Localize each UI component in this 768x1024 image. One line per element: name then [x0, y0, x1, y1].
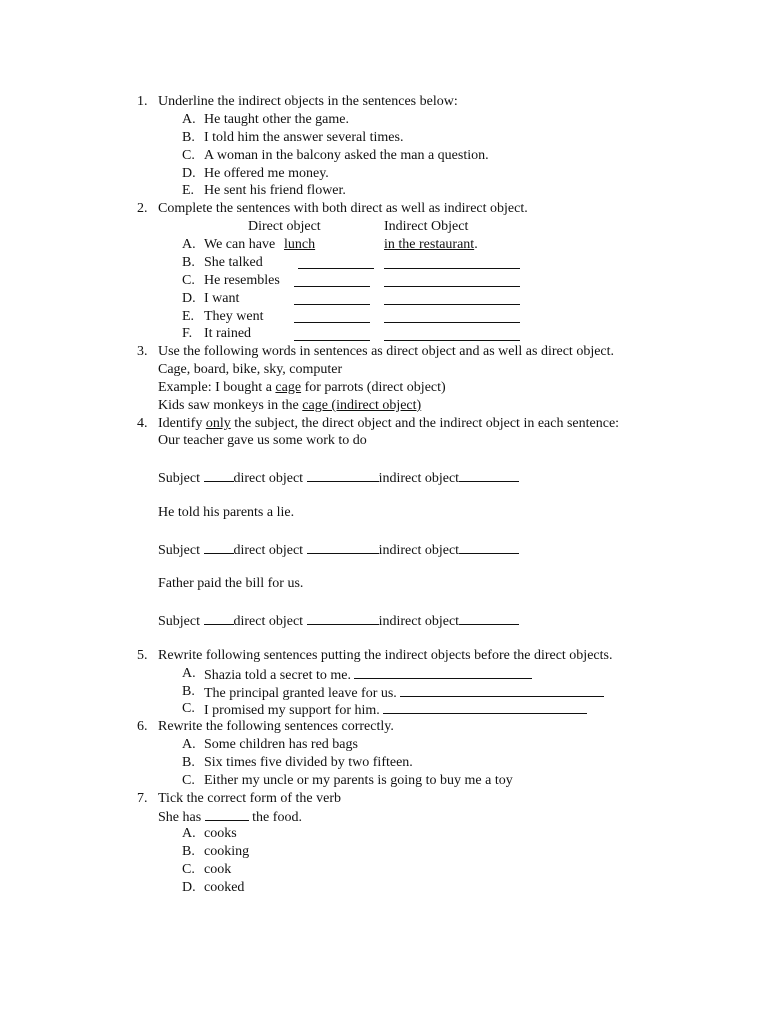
q4-answer-row — [158, 540, 519, 558]
q6-item-text: Six times five divided by two fifteen. — [204, 755, 413, 770]
q5-prompt: Rewrite following sentences putting the indirect objects before the direct objects. — [158, 648, 613, 663]
indirect-object-blank[interactable] — [384, 322, 520, 323]
indirect-object-label: indirect object — [378, 543, 460, 558]
q2-example-period: . — [474, 237, 478, 252]
q1-item-letter: E. — [182, 183, 195, 198]
q3-example-2-pre: Kids saw monkeys in the — [158, 398, 303, 413]
q7-option[interactable]: cooking — [204, 844, 250, 859]
q2-example-indirect-wrap — [384, 236, 478, 254]
verb-blank[interactable] — [205, 807, 249, 821]
q6-item-letter: B. — [182, 755, 195, 770]
q5-item-letter: B. — [182, 684, 195, 699]
q3-example-1 — [158, 379, 446, 397]
direct-object-label: direct object — [233, 543, 307, 558]
q2-col-indirect-header: Indirect Object — [384, 219, 469, 234]
q7-option[interactable]: cook — [204, 862, 232, 877]
q7-stem-post: the food. — [248, 810, 302, 825]
q6-prompt: Rewrite the following sentences correctly. — [158, 719, 394, 734]
q2-item-letter: D. — [182, 291, 196, 306]
direct-object-blank[interactable] — [307, 468, 379, 482]
q5-item-text: Shazia told a secret to me. — [204, 668, 355, 683]
indirect-object-label: indirect object — [378, 471, 460, 486]
direct-object-blank[interactable] — [307, 540, 379, 554]
direct-object-blank[interactable] — [294, 322, 370, 323]
q1-item-text: He offered me money. — [204, 166, 329, 181]
q4-sentence: Our teacher gave us some work to do — [158, 433, 367, 448]
q5-number: 5. — [137, 648, 148, 663]
q2-item-text: They went — [204, 309, 264, 324]
q5-item-letter: A. — [182, 666, 196, 681]
q3-word-list: Cage, board, bike, sky, computer — [158, 362, 343, 377]
q1-item-text: A woman in the balcony asked the man a question. — [204, 148, 489, 163]
q3-example-2 — [158, 397, 421, 415]
q1-item-letter: B. — [182, 130, 195, 145]
direct-object-blank[interactable] — [294, 340, 370, 341]
direct-object-blank[interactable] — [307, 611, 379, 625]
q2-number: 2. — [137, 201, 148, 216]
q2-item-letter: B. — [182, 255, 195, 270]
q7-option-letter: D. — [182, 880, 196, 895]
q4-prompt-post: the subject, the direct object and the indirect object in each sentence: — [230, 416, 620, 431]
subject-label: Subject — [158, 543, 204, 558]
q4-number: 4. — [137, 416, 148, 431]
q2-item-text: It rained — [204, 326, 252, 341]
q7-option-letter: B. — [182, 844, 195, 859]
q7-option[interactable]: cooks — [204, 826, 237, 841]
q4-prompt — [158, 415, 619, 433]
q5-item — [204, 700, 587, 718]
indirect-object-label: indirect object — [378, 614, 460, 629]
q1-item-text: He taught other the game. — [204, 112, 350, 127]
q6-item-text: Either my uncle or my parents is going to buy me a toy — [204, 773, 513, 788]
q5-item — [204, 665, 532, 683]
q3-example-1-underlined: cage — [275, 380, 302, 395]
q2-example-text: We can have — [204, 237, 276, 252]
direct-object-label: direct object — [233, 471, 307, 486]
subject-blank[interactable] — [204, 468, 234, 482]
q1-item-letter: D. — [182, 166, 196, 181]
q7-number: 7. — [137, 791, 148, 806]
rewrite-blank[interactable] — [400, 683, 604, 697]
q6-item-letter: C. — [182, 773, 195, 788]
q2-example-indirect: in the restaurant — [384, 237, 475, 252]
direct-object-label: direct object — [233, 614, 307, 629]
q5-item — [204, 683, 604, 701]
q5-item-text: The principal granted leave for us. — [204, 686, 401, 701]
q2-item-text: She talked — [204, 255, 263, 270]
q5-item-text: I promised my support for him. — [204, 703, 384, 718]
q5-item-letter: C. — [182, 701, 195, 716]
indirect-object-blank[interactable] — [459, 540, 519, 554]
q1-number: 1. — [137, 94, 148, 109]
indirect-object-blank[interactable] — [384, 268, 520, 269]
q4-answer-row — [158, 611, 519, 629]
indirect-object-blank[interactable] — [459, 468, 519, 482]
rewrite-blank[interactable] — [383, 700, 587, 714]
subject-blank[interactable] — [204, 611, 234, 625]
q2-item-letter: A. — [182, 237, 196, 252]
q7-prompt: Tick the correct form of the verb — [158, 791, 341, 806]
q3-example-1-post: for parrots (direct object) — [301, 380, 446, 395]
q2-item-letter: C. — [182, 273, 195, 288]
subject-label: Subject — [158, 471, 204, 486]
q1-item-text: He sent his friend flower. — [204, 183, 346, 198]
q3-number: 3. — [137, 344, 148, 359]
q1-item-letter: A. — [182, 112, 196, 127]
rewrite-blank[interactable] — [354, 665, 532, 679]
q3-prompt: Use the following words in sentences as direct object and as well as direct object. — [158, 344, 615, 359]
q6-item-letter: A. — [182, 737, 196, 752]
q4-prompt-underlined: only — [205, 416, 231, 431]
q1-item-text: I told him the answer several times. — [204, 130, 404, 145]
q2-item-letter: E. — [182, 309, 195, 324]
q4-sentence: He told his parents a lie. — [158, 505, 295, 520]
q1-prompt: Underline the indirect objects in the sentences below: — [158, 94, 458, 109]
q7-stem — [158, 807, 302, 825]
q4-answer-row — [158, 468, 519, 486]
q6-item-text: Some children has red bags — [204, 737, 358, 752]
q7-stem-pre: She has — [158, 810, 205, 825]
indirect-object-blank[interactable] — [459, 611, 519, 625]
q2-item-text: I want — [204, 291, 240, 306]
q3-example-2-underlined: cage (indirect object) — [302, 398, 422, 413]
q4-prompt-pre: Identify — [158, 416, 206, 431]
q6-number: 6. — [137, 719, 148, 734]
q7-option-letter: A. — [182, 826, 196, 841]
indirect-object-blank[interactable] — [384, 304, 520, 305]
q2-example-direct: lunch — [284, 237, 316, 252]
q1-item-letter: C. — [182, 148, 195, 163]
q2-col-direct-header: Direct object — [248, 219, 321, 234]
indirect-object-blank[interactable] — [384, 340, 520, 341]
direct-object-blank[interactable] — [294, 286, 370, 287]
indirect-object-blank[interactable] — [384, 286, 520, 287]
q7-option[interactable]: cooked — [204, 880, 245, 895]
subject-blank[interactable] — [204, 540, 234, 554]
q2-prompt: Complete the sentences with both direct as well as indirect object. — [158, 201, 528, 216]
direct-object-blank[interactable] — [298, 268, 374, 269]
q4-sentence: Father paid the bill for us. — [158, 576, 304, 591]
q2-item-text: He resembles — [204, 273, 280, 288]
direct-object-blank[interactable] — [294, 304, 370, 305]
q3-example-1-pre: Example: I bought a — [158, 380, 276, 395]
q2-item-letter: F. — [182, 326, 193, 341]
q7-option-letter: C. — [182, 862, 195, 877]
subject-label: Subject — [158, 614, 204, 629]
